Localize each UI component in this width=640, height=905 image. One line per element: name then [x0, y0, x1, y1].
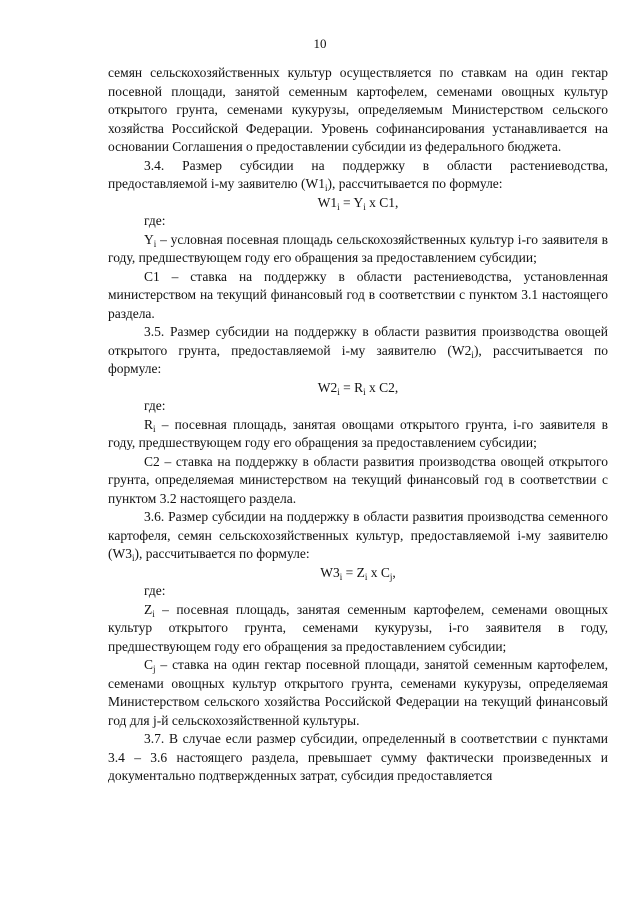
formula-w2: $W2_i = R_i$ x C2,	[317, 379, 399, 397]
definition-c2: С2 – ставка на поддержку в области развития производства овощей открытого грунта, определяемая министерством на текущий финансовый год в соответствии с пунктом 3.2 настоящего раздела.	[108, 453, 608, 506]
where-label: где:	[144, 583, 166, 598]
document-body	[108, 64, 608, 786]
section-3-6-paragraph: 3.6. Размер субсидии на поддержку в области развития производства семенного картофеля, семян сельскохозяйственных культур, предоставляемой i-му заявителю $(W3_i)$, рассчитывается по формуле:	[108, 509, 608, 563]
definition-cj: $C_j$ – ставка на один гектар посевной площади, занятой семенным картофелем, семенами овощных культур открытого грунта, семенами кукурузы, определяемая Министерством сельского хозяйства Российской Федерации на текущий финансовый год для j-й сельскохозяйственной культуры.	[108, 657, 608, 728]
section-3-5-paragraph: 3.5. Размер субсидии на поддержку в области развития производства овощей открытого грунта, предоставляемой i-му заявителю $(W2_i)$, рассчитывается по формуле:	[108, 324, 608, 376]
section-3-4-paragraph: 3.4. Размер субсидии на поддержку в области растениеводства, предоставляемой i-му заявителю $(W1_i)$, рассчитывается по формуле:	[108, 157, 608, 193]
formula-w3: $W3_i = Z_i$ x $C_j$,	[320, 564, 396, 582]
definition-yi: $Y_i$ – условная посевная площадь сельскохозяйственных культур i-го заявителя в году, предшествующем году его обращения за предоставлением субсидии;	[108, 231, 608, 265]
intro-paragraph: семян сельскохозяйственных культур осуществляется по ставкам на один гектар посевной площади, занятой семенным картофелем, семенами овощных культур открытого грунта, семенами кукурузы, определяемым Министерством сельского хозяйства Российской Федерации. Уровень софинансирования устанавливается на основании Соглашения о предоставлении субсидии из федерального бюджета.	[108, 65, 608, 154]
definition-zi: $Z_i$ – посевная площадь, занятая семенным картофелем, семенами овощных культур открытого грунта, семенами кукурузы, i-го заявителя в году, предшествующем году его обращения за предоставлением субсидии;	[108, 601, 608, 654]
where-label: где:	[144, 398, 166, 413]
page-number: 10	[313, 36, 327, 51]
where-label: где:	[144, 213, 166, 228]
formula-w1: $W1_i = Y_i$ x C1,	[317, 194, 399, 212]
definition-ri: $R_i$ – посевная площадь, занятая овощами открытого грунта, i-го заявителя в году, предшествующем году его обращения за предоставлением субсидии;	[108, 416, 608, 450]
section-3-7-paragraph: 3.7. В случае если размер субсидии, определенный в соответствии с пунктами 3.4 – 3.6 настоящего раздела, превышает сумму фактически произведенных и документально подтвержденных затрат, субсидия предоставляется	[108, 731, 608, 783]
definition-c1: С1 – ставка на поддержку в области растениеводства, установленная министерством на текущий финансовый год в соответствии с пунктом 3.1 настоящего раздела.	[108, 268, 608, 321]
